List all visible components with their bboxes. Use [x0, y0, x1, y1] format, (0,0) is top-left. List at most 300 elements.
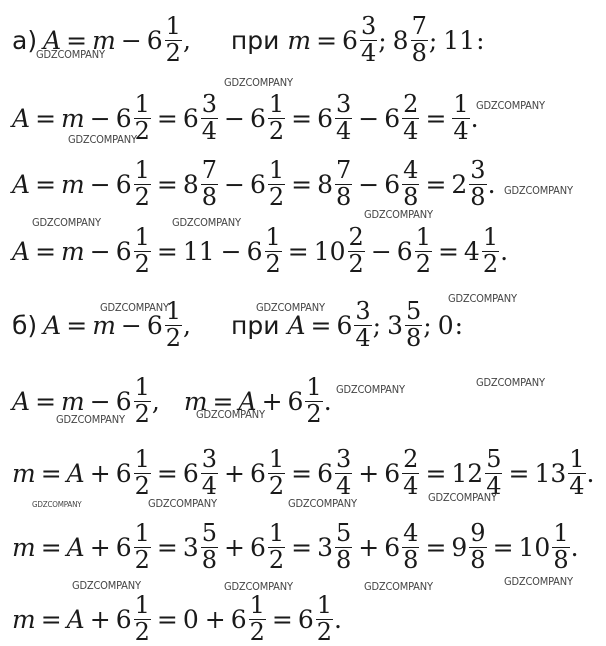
denominator: 2 [268, 545, 285, 574]
mixed-number [317, 521, 353, 574]
whole-part: 6 [246, 236, 263, 266]
minus-sign: − [89, 236, 111, 266]
mixed-number [116, 521, 152, 574]
equals-sign: = [35, 103, 57, 133]
equals-sign: = [291, 169, 313, 199]
whole-part: 11 [182, 236, 215, 266]
equals-sign: = [425, 458, 447, 488]
numerator: 3 [201, 90, 218, 118]
whole-part: 6 [182, 103, 199, 133]
denominator: 4 [453, 116, 469, 145]
whole-part: 6 [384, 458, 401, 488]
period: . [323, 386, 332, 416]
whole-part: 3 [182, 532, 199, 562]
denominator: 8 [403, 182, 419, 211]
fraction [482, 225, 499, 278]
denominator: 2 [134, 116, 150, 145]
mixed-number [451, 92, 470, 145]
denominator: 2 [134, 249, 150, 278]
equals-sign: = [291, 458, 313, 488]
mixed-number [250, 158, 286, 211]
numerator: 3 [360, 12, 377, 40]
denominator: 4 [355, 323, 371, 352]
equals-sign: = [35, 236, 57, 266]
separator: ; [372, 310, 382, 340]
mixed-number [182, 604, 200, 634]
whole-part: 6 [182, 458, 199, 488]
mixed-number [387, 299, 423, 352]
whole-part: 4 [463, 236, 480, 266]
numerator: 7 [336, 156, 352, 184]
whole-part: 6 [249, 103, 266, 133]
denominator: 2 [482, 249, 499, 278]
whole-part: 6 [249, 169, 266, 199]
fraction [134, 225, 151, 278]
denominator: 2 [306, 399, 322, 428]
watermark-text: GDZCOMPANY [32, 500, 82, 509]
equals-sign: = [35, 386, 57, 416]
fraction [360, 14, 377, 67]
denominator: 8 [470, 182, 486, 211]
whole-part: 6 [396, 236, 413, 266]
numerator: 1 [165, 297, 182, 325]
fraction [201, 158, 218, 211]
equals-sign: = [212, 386, 234, 416]
denominator: 2 [134, 399, 150, 428]
fraction [134, 447, 151, 500]
numerator: 1 [306, 373, 322, 401]
mixed-number [519, 521, 571, 574]
minus-sign: − [120, 310, 142, 340]
watermark-text: GDZCOMPANY [36, 48, 105, 61]
mixed-number [317, 92, 353, 145]
part-b-label: б) [12, 310, 38, 340]
equation-a3 [12, 225, 508, 278]
minus-sign: − [358, 169, 380, 199]
whole-part: 6 [384, 169, 401, 199]
equals-sign: = [437, 236, 459, 266]
whole-part: 8 [317, 169, 334, 199]
numerator: 1 [569, 445, 585, 473]
denominator: 8 [470, 545, 486, 574]
watermark-text: GDZCOMPANY [336, 383, 405, 396]
denominator: 2 [134, 617, 150, 646]
numerator: 1 [249, 591, 265, 619]
whole-part: 6 [115, 386, 132, 416]
mixed-number [250, 447, 286, 500]
var-m: m [12, 532, 36, 562]
fraction [402, 158, 419, 211]
var-A: A [12, 236, 31, 266]
equals-sign: = [156, 236, 178, 266]
part-b-heading: б) A = m − 6 $\frac{1}{2}$ , при A = 6 $\frac{3}{4}$ ; 3 $\frac{5}{8}$ ; 0 : [12, 297, 464, 352]
denominator: 8 [403, 545, 419, 574]
watermark-text: GDZCOMPANY [224, 76, 293, 89]
separator: ; [378, 25, 387, 55]
watermark-text: GDZCOMPANY [364, 208, 433, 221]
watermark-text: GDZCOMPANY [68, 133, 137, 146]
denominator: 8 [411, 38, 427, 67]
m-values-list [342, 14, 485, 67]
numerator: 1 [134, 373, 150, 401]
minus-sign: − [358, 103, 380, 133]
fraction [134, 375, 151, 428]
equals-sign: = [271, 604, 293, 634]
plus-sign: + [224, 532, 245, 562]
whole-part: 6 [230, 604, 247, 634]
var-m: m [61, 103, 85, 133]
fraction [568, 447, 585, 500]
period: . [586, 458, 595, 488]
equals-sign: = [156, 458, 178, 488]
whole-part: 2 [451, 169, 468, 199]
mixed-number [464, 225, 500, 278]
var-m: m [61, 236, 85, 266]
comma: , [151, 386, 160, 416]
denominator: 2 [265, 249, 281, 278]
period: . [470, 103, 479, 133]
watermark-text: GDZCOMPANY [148, 497, 217, 510]
plus-sign: + [358, 458, 380, 488]
var-A: A [43, 25, 62, 55]
whole-part: 3 [317, 532, 334, 562]
denominator: 8 [201, 545, 218, 574]
denominator: 2 [268, 116, 285, 145]
plus-sign: + [204, 604, 226, 634]
mixed-number [336, 299, 372, 352]
whole-part: 6 [249, 532, 266, 562]
var-A: A [12, 386, 31, 416]
fraction [469, 158, 486, 211]
fraction [415, 225, 432, 278]
fraction [316, 593, 333, 646]
whole-part: 10 [313, 236, 346, 266]
var-m: m [12, 458, 36, 488]
equals-sign: = [291, 532, 313, 562]
mixed-number [397, 225, 433, 278]
denominator: 4 [360, 38, 377, 67]
condition-word: при [230, 25, 280, 55]
whole-part: 8 [392, 25, 409, 55]
whole-part: 6 [384, 103, 401, 133]
fraction [305, 375, 322, 428]
plus-sign: + [89, 532, 111, 562]
numerator: 3 [355, 297, 371, 325]
denominator: 4 [336, 116, 352, 145]
numerator: 9 [470, 519, 486, 547]
numerator: 4 [403, 156, 419, 184]
numerator: 1 [134, 591, 150, 619]
var-A: A [12, 169, 31, 199]
numerator: 3 [336, 90, 352, 118]
numerator: 3 [470, 156, 486, 184]
mixed-number [384, 92, 420, 145]
fraction [469, 521, 486, 574]
equals-sign: = [35, 169, 57, 199]
whole-part: 13 [534, 458, 567, 488]
fraction [552, 521, 569, 574]
fraction [134, 593, 151, 646]
mixed-number [116, 158, 152, 211]
mixed-number [314, 225, 366, 278]
var-m: m [287, 25, 312, 55]
period: . [500, 236, 509, 266]
whole-part: 6 [317, 458, 334, 488]
period: . [334, 604, 342, 634]
fraction [265, 225, 282, 278]
fraction [249, 593, 266, 646]
equation-b4 [12, 593, 342, 646]
equation-a2 [12, 158, 496, 211]
numerator: 1 [316, 591, 333, 619]
mixed-number [182, 236, 216, 266]
whole-part: 6 [115, 458, 132, 488]
fraction [201, 447, 218, 500]
denominator: 4 [569, 471, 585, 500]
mixed-number [183, 92, 219, 145]
numerator: 1 [268, 90, 285, 118]
separator: ; [428, 25, 438, 55]
watermark-text: GDZCOMPANY [504, 575, 573, 588]
denominator: 4 [486, 471, 502, 500]
whole-part: 6 [342, 25, 358, 55]
equals-sign: = [508, 458, 530, 488]
equals-sign: = [40, 604, 62, 634]
whole-part: 6 [115, 236, 132, 266]
fraction [335, 158, 352, 211]
equals-sign: = [425, 103, 447, 133]
numerator: 1 [268, 156, 285, 184]
numerator: 5 [406, 297, 422, 325]
watermark-text: GDZCOMPANY [172, 216, 241, 229]
numerator: 2 [348, 223, 364, 251]
denominator: 2 [249, 617, 265, 646]
watermark-text: GDZCOMPANY [448, 292, 517, 305]
numerator: 1 [553, 519, 569, 547]
denominator: 8 [336, 182, 352, 211]
whole-part: 9 [451, 532, 468, 562]
whole-part: 6 [146, 310, 163, 340]
equation-b2 [12, 447, 594, 500]
equals-sign: = [40, 532, 62, 562]
numerator: 3 [336, 445, 352, 473]
numerator: 7 [201, 156, 218, 184]
denominator: 4 [403, 471, 419, 500]
whole-part: 6 [384, 532, 401, 562]
mixed-number [298, 593, 334, 646]
var-m: m [92, 25, 116, 55]
mixed-number [250, 92, 286, 145]
mixed-number [317, 447, 353, 500]
watermark-text: GDZCOMPANY [100, 301, 169, 314]
mixed-number [250, 521, 286, 574]
denominator: 2 [134, 471, 150, 500]
fraction [165, 14, 182, 67]
period: . [570, 532, 579, 562]
fraction [411, 14, 428, 67]
numerator: 1 [482, 223, 499, 251]
numerator: 1 [134, 445, 150, 473]
denominator: 8 [406, 323, 422, 352]
denominator: 2 [165, 323, 182, 352]
numerator: 1 [265, 223, 281, 251]
plus-sign: + [224, 458, 245, 488]
minus-sign: − [220, 236, 242, 266]
equals-sign: = [40, 458, 62, 488]
var-m: m [12, 604, 36, 634]
mixed-number [116, 225, 152, 278]
mixed-number [384, 158, 420, 211]
numerator: 2 [403, 445, 419, 473]
denominator: 8 [336, 545, 352, 574]
denominator: 2 [268, 182, 285, 211]
fraction [402, 92, 419, 145]
numerator: 4 [403, 519, 419, 547]
fraction [402, 447, 419, 500]
numerator: 1 [134, 223, 150, 251]
mixed-number [183, 521, 219, 574]
denominator: 8 [553, 545, 569, 574]
whole-part: 6 [287, 386, 304, 416]
minus-sign: − [370, 236, 392, 266]
whole-part: 0 [182, 604, 199, 634]
whole-part: 12 [451, 458, 484, 488]
minus-sign: − [224, 103, 245, 133]
fraction [405, 299, 422, 352]
part-a-heading: а) A = m − 6 $\frac{1}{2}$ , при m = 6 $\frac{3}{4}$ ; 8 $\frac{7}{8}$ ; 11 : [12, 12, 485, 67]
minus-sign: − [224, 169, 245, 199]
minus-sign: − [89, 169, 111, 199]
watermark-text: GDZCOMPANY [476, 99, 545, 112]
minus-sign: − [120, 25, 142, 55]
whole-part: 6 [115, 169, 132, 199]
var-m: m [61, 386, 85, 416]
mixed-number [384, 521, 420, 574]
numerator: 1 [134, 519, 150, 547]
fraction [201, 521, 218, 574]
numerator: 1 [134, 156, 150, 184]
numerator: 5 [486, 445, 502, 473]
numerator: 1 [453, 90, 469, 118]
fraction [335, 92, 352, 145]
numerator: 7 [411, 12, 427, 40]
plus-sign: + [89, 458, 111, 488]
watermark-text: GDZCOMPANY [364, 580, 433, 593]
numerator: 1 [268, 519, 285, 547]
fraction [452, 92, 469, 145]
equals-sign: = [310, 310, 332, 340]
fraction [335, 521, 352, 574]
equals-sign: = [425, 532, 447, 562]
plus-sign: + [358, 532, 380, 562]
whole-part: 8 [182, 169, 199, 199]
var-A: A [238, 386, 257, 416]
mixed-number [183, 158, 219, 211]
fraction [201, 92, 218, 145]
var-A: A [66, 604, 85, 634]
denominator: 8 [201, 182, 218, 211]
var-m: m [61, 169, 85, 199]
numerator: 1 [165, 12, 181, 40]
numerator: 1 [415, 223, 431, 251]
watermark-text: GDZCOMPANY [476, 376, 545, 389]
whole-part: 6 [146, 25, 163, 55]
equation-b3 [12, 521, 579, 574]
A-values-list [336, 299, 463, 352]
condition-word: при [231, 310, 280, 340]
watermark-text: GDZCOMPANY [256, 301, 325, 314]
equals-sign: = [156, 604, 178, 634]
whole-part: 10 [518, 532, 551, 562]
denominator: 4 [403, 116, 419, 145]
numerator: 1 [268, 445, 285, 473]
watermark-text: GDZCOMPANY [288, 497, 357, 510]
denominator: 2 [348, 249, 364, 278]
mixed-number [288, 375, 324, 428]
var-m: m [92, 310, 116, 340]
mixed-number [247, 225, 283, 278]
equals-sign: = [316, 25, 338, 55]
mixed-number [116, 593, 152, 646]
numerator: 3 [201, 445, 218, 473]
fraction [134, 521, 151, 574]
numerator: 2 [403, 90, 419, 118]
var-A: A [66, 458, 85, 488]
watermark-text: GDZCOMPANY [72, 579, 141, 592]
fraction [335, 447, 352, 500]
separator: ; [423, 310, 432, 340]
equals-sign: = [66, 25, 88, 55]
fraction [268, 521, 285, 574]
whole-part: 3 [387, 310, 404, 340]
var-m: m [183, 386, 208, 416]
equals-sign: = [66, 310, 88, 340]
mixed-number [393, 14, 429, 67]
numerator: 5 [336, 519, 352, 547]
mixed-number [534, 447, 586, 500]
var-A: A [43, 310, 62, 340]
watermark-text: GDZCOMPANY [428, 491, 497, 504]
whole-part: 6 [317, 103, 334, 133]
plus-sign: + [261, 386, 283, 416]
fraction [268, 92, 285, 145]
denominator: 2 [268, 471, 285, 500]
denominator: 2 [165, 38, 181, 67]
mixed-number [183, 447, 219, 500]
mixed-number [317, 158, 353, 211]
mixed-number [384, 447, 420, 500]
whole-part: 11 [443, 25, 476, 55]
mixed-number [116, 447, 152, 500]
fraction [348, 225, 365, 278]
var-A: A [66, 532, 85, 562]
equals-sign: = [287, 236, 309, 266]
whole-part: 6 [115, 532, 132, 562]
var-A: A [287, 310, 306, 340]
numerator: 5 [201, 519, 218, 547]
numerator: 1 [134, 90, 150, 118]
colon: : [454, 310, 464, 340]
denominator: 2 [316, 617, 333, 646]
fraction [268, 158, 285, 211]
equals-sign: = [425, 169, 447, 199]
denominator: 2 [134, 545, 150, 574]
denominator: 4 [336, 471, 352, 500]
watermark-text: GDZCOMPANY [196, 408, 265, 421]
equals-sign: = [156, 169, 178, 199]
part-a-label: а) [12, 25, 38, 55]
whole-part: 6 [249, 458, 266, 488]
